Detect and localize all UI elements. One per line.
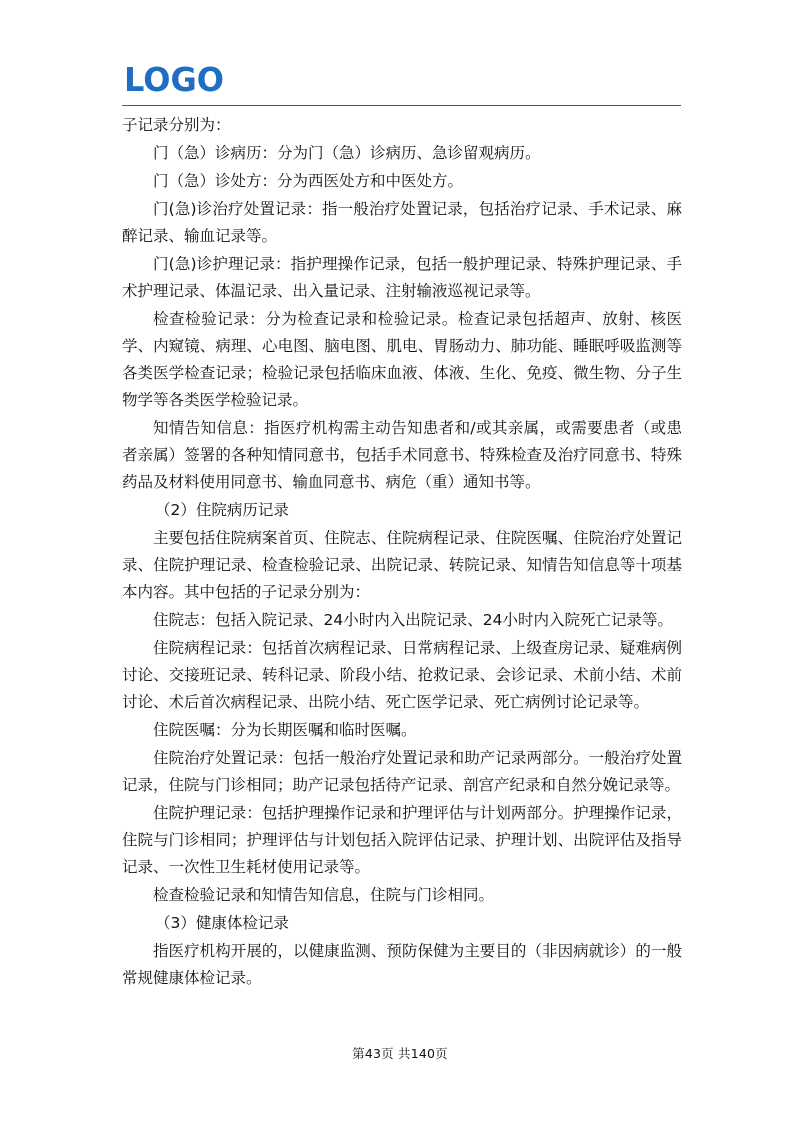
paragraph: 子记录分别为： (122, 116, 231, 134)
section-heading: （2）住院病历记录 (155, 501, 289, 519)
paragraph: 住院志：包括入院记录、24小时内入出院记录、24小时内入院死亡记录等。 (153, 611, 673, 629)
paragraph: 检查检验记录和知情告知信息，住院与门诊相同。 (153, 886, 495, 904)
header-divider (122, 105, 681, 106)
document-body (122, 112, 682, 993)
paragraph: 主要包括住院病案首页、住院志、住院病程记录、住院医嘱、住院治疗处置记录、住院护理记录、检查检验记录、出院记录、转院记录、知情告知信息等十项基本内容。其中包括的子记录分别为： (122, 529, 682, 601)
paragraph: 门(急)诊治疗处置记录：指一般治疗处置记录，包括治疗记录、手术记录、麻醉记录、输血记录等。 (122, 200, 682, 245)
logo (124, 60, 228, 100)
logo-text: LOGO (124, 60, 224, 96)
paragraph: 门（急）诊处方：分为西医处方和中医处方。 (153, 172, 464, 190)
logo-graphic (124, 60, 228, 96)
paragraph: 门(急)诊护理记录：指护理操作记录，包括一般护理记录、特殊护理记录、手术护理记录、体温记录、出入量记录、注射输液巡视记录等。 (122, 255, 682, 300)
page-number: 第43页 共140页 (352, 1046, 448, 1061)
paragraph: 住院病程记录：包括首次病程记录、日常病程记录、上级查房记录、疑难病例讨论、交接班记录、转科记录、阶段小结、抢救记录、会诊记录、术前小结、术前讨论、术后首次病程记录、出院小结、死亡医学记录、死亡病例讨论记录等。 (122, 639, 682, 711)
paragraph: 知情告知信息：指医疗机构需主动告知患者和/或其亲属，或需要患者（或患者亲属）签署的各种知情同意书，包括手术同意书、特殊检查及治疗同意书、特殊药品及材料使用同意书、输血同意书、病危（重）通知书等。 (122, 419, 682, 491)
paragraph: 住院护理记录：包括护理操作记录和护理评估与计划两部分。护理操作记录，住院与门诊相同；护理评估与计划包括入院评估记录、护理计划、出院评估及指导记录、一次性卫生耗材使用记录等。 (122, 804, 682, 876)
paragraph: 住院医嘱：分为长期医嘱和临时医嘱。 (153, 721, 417, 739)
paragraph: 住院治疗处置记录：包括一般治疗处置记录和助产记录两部分。一般治疗处置记录，住院与门诊相同；助产记录包括待产记录、剖宫产纪录和自然分娩记录等。 (122, 749, 682, 794)
section-heading: （3）健康体检记录 (155, 914, 289, 932)
paragraph: 指医疗机构开展的，以健康监测、预防保健为主要目的（非因病就诊）的一般常规健康体检记录。 (122, 942, 682, 987)
paragraph: 检查检验记录：分为检查记录和检验记录。检查记录包括超声、放射、核医学、内窥镜、病理、心电图、脑电图、肌电、胃肠动力、肺功能、睡眠呼吸监测等各类医学检查记录；检验记录包括临床血液、体液、生化、免疫、微生物、分子生物学等各类医学检验记录。 (122, 310, 682, 409)
paragraph: 门（急）诊病历：分为门（急）诊病历、急诊留观病历。 (153, 144, 541, 162)
